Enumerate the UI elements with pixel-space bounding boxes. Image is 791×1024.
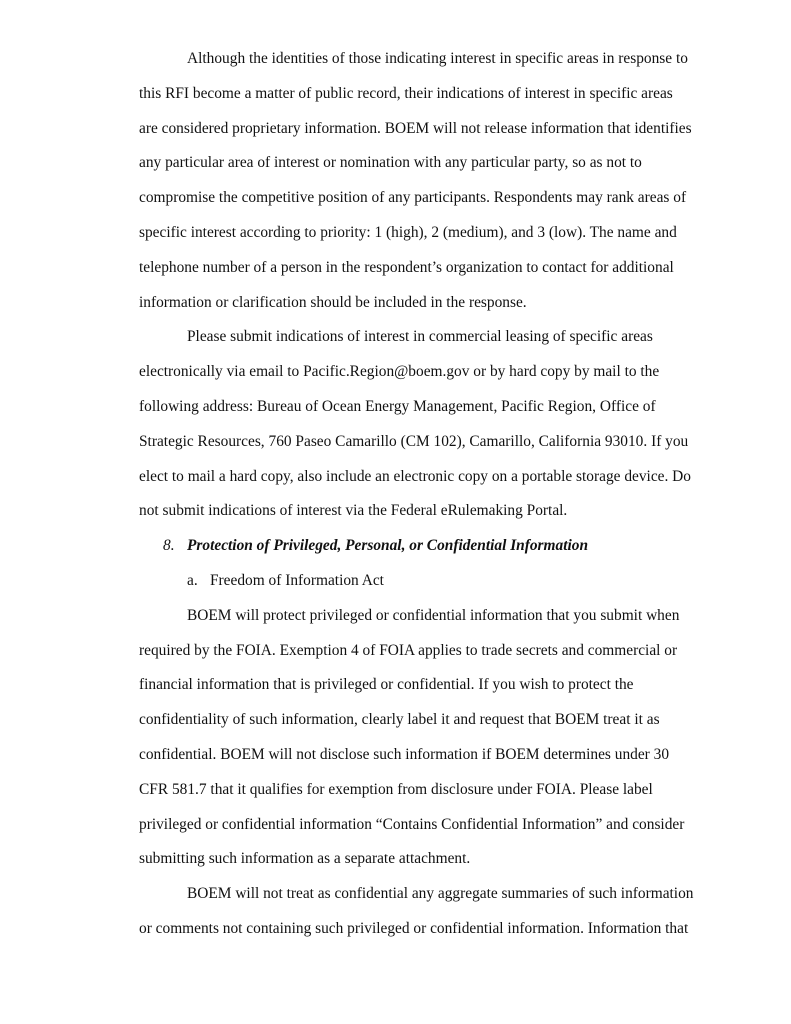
paragraph-aggregate-summaries bbox=[139, 877, 695, 947]
text-line: privileged or confidential information “Contains Confidential Information” and consider bbox=[139, 815, 685, 833]
text-line: BOEM will not treat as confidential any aggregate summaries of such information bbox=[187, 885, 694, 903]
paragraph-foia-protection bbox=[139, 599, 695, 877]
section-heading bbox=[139, 529, 695, 564]
text-line: Strategic Resources, 760 Paseo Camarillo (CM 102), Camarillo, California 93010. If you bbox=[139, 432, 689, 450]
text-line: telephone number of a person in the respondent’s organization to contact for additional bbox=[139, 258, 674, 276]
text-line: elect to mail a hard copy, also include an electronic copy on a portable storage device. Do bbox=[139, 467, 691, 485]
text-line: information or clarification should be included in the response. bbox=[139, 293, 527, 311]
text-line: submitting such information as a separate attachment. bbox=[139, 850, 471, 868]
text-line: Please submit indications of interest in commercial leasing of specific areas bbox=[187, 328, 653, 346]
paragraph-submission-instructions bbox=[139, 320, 695, 529]
text-line: financial information that is privileged or confidential. If you wish to protect the bbox=[139, 676, 634, 694]
text-line: or comments not containing such privileged or confidential information. Information that bbox=[139, 919, 689, 937]
text-line: any particular area of interest or nomination with any particular party, so as not to bbox=[139, 154, 642, 172]
text-line: not submit indications of interest via the Federal eRulemaking Portal. bbox=[139, 502, 568, 520]
section-number: 8. bbox=[163, 537, 175, 555]
subsection-title: Freedom of Information Act bbox=[210, 571, 384, 589]
text-line: confidential. BOEM will not disclose such information if BOEM determines under 30 bbox=[139, 745, 670, 763]
text-line: compromise the competitive position of any participants. Respondents may rank areas of bbox=[139, 189, 687, 207]
text-line: Although the identities of those indicating interest in specific areas in response to bbox=[187, 50, 688, 67]
text-line: are considered proprietary information. BOEM will not release information that identifies bbox=[139, 119, 692, 137]
text-line: required by the FOIA. Exemption 4 of FOIA applies to trade secrets and commercial or bbox=[139, 641, 678, 659]
text-line: specific interest according to priority: 1 (high), 2 (medium), and 3 (low). The name and bbox=[139, 223, 677, 241]
text-line: electronically via email to Pacific.Region@boem.gov or by hard copy by mail to the bbox=[139, 363, 660, 381]
paragraph-proprietary-information bbox=[139, 42, 695, 320]
text-line: BOEM will protect privileged or confidential information that you submit when bbox=[187, 606, 680, 624]
document-page bbox=[139, 42, 695, 947]
text-line: this RFI become a matter of public record, their indications of interest in specific areas bbox=[139, 84, 673, 102]
text-line: confidentiality of such information, clearly label it and request that BOEM treat it as bbox=[139, 711, 660, 729]
subsection-heading bbox=[139, 564, 695, 599]
section-title: Protection of Privileged, Personal, or Confidential Information bbox=[187, 537, 589, 555]
subsection-number: a. bbox=[187, 571, 198, 589]
text-line: following address: Bureau of Ocean Energy Management, Pacific Region, Office of bbox=[139, 397, 656, 415]
text-line: CFR 581.7 that it qualifies for exemption from disclosure under FOIA. Please label bbox=[139, 780, 653, 798]
